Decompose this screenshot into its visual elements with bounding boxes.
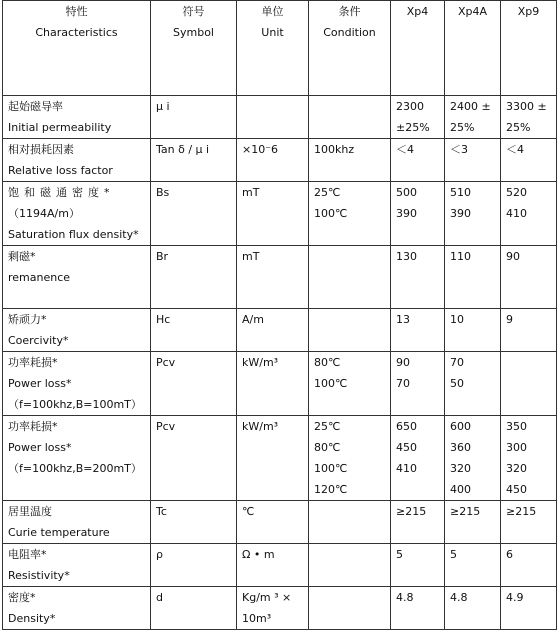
characteristic-line: 功率耗损* [8,420,58,433]
condition-line: 100khz [314,143,355,156]
condition-cell [309,587,391,630]
header-row [3,1,557,96]
characteristic-cell [3,544,151,587]
symbol-text: Tan δ / μ i [156,143,210,156]
condition-line [314,246,385,267]
xp4a-value-line: 400 [450,483,471,496]
xp4-value-line: ±25% [396,121,430,134]
header-condition: 条件 Condition [309,1,391,96]
characteristic-line: 居里温度 [8,505,52,518]
symbol-cell [151,139,237,182]
unit-line: kW/m³ [242,420,279,433]
xp4-value-cell [391,587,445,630]
xp4a-value-line: 10 [450,313,464,326]
xp4-value-line: 410 [396,462,417,475]
xp4-value-line: 90 [396,356,410,369]
xp4a-value-cell [445,416,501,501]
xp9-value-cell [501,96,557,139]
condition-cell [309,139,391,182]
unit-line: Ω • m [242,548,275,561]
condition-cell [309,416,391,501]
xp9-value-cell [501,544,557,587]
characteristic-line: 功率耗损* [8,356,58,369]
condition-line [314,501,385,522]
table-row [3,182,557,246]
condition-cell [309,96,391,139]
symbol-text: μ i [156,100,170,113]
xp9-value-cell [501,352,557,416]
unit-line: mT [242,186,260,199]
xp4-value-line: ＜4 [396,143,414,156]
table-body [3,96,557,630]
xp4a-value-cell [445,246,501,309]
condition-line: 80℃ [314,356,341,369]
unit-line: A/m [242,313,264,326]
xp9-value-line: 6 [506,548,513,561]
unit-cell [237,246,309,309]
symbol-text: Tc [156,505,167,518]
symbol-text: ρ [156,548,163,561]
condition-cell [309,544,391,587]
xp9-value-line: 90 [506,250,520,263]
characteristic-line: Initial permeability [8,121,112,134]
characteristic-line: （f=100khz,B=200mT） [8,462,142,475]
xp9-value-line: 520 [506,186,527,199]
symbol-text: Bs [156,186,170,199]
table-row [3,309,557,352]
xp4a-value-line: ＜3 [450,143,468,156]
xp4a-value-line: 390 [450,207,471,220]
symbol-cell [151,587,237,630]
characteristic-cell [3,246,151,309]
symbol-cell [151,182,237,246]
xp4a-value-line: 360 [450,441,471,454]
characteristic-line: Curie temperature [8,526,110,539]
condition-cell [309,309,391,352]
unit-line: mT [242,250,260,263]
xp9-value-line: 25% [506,121,531,134]
characteristic-line: Density* [8,612,56,625]
condition-line: 80℃ [314,441,341,454]
characteristic-cell [3,352,151,416]
characteristic-cell [3,587,151,630]
condition-line: 100℃ [314,207,348,220]
xp4-value-cell [391,96,445,139]
xp4a-value-cell [445,182,501,246]
characteristic-line: remanence [8,271,71,284]
characteristic-line: Saturation flux density* [8,228,139,241]
condition-line [314,587,385,608]
header-characteristics: 特性 Characteristics [3,1,151,96]
condition-cell [309,246,391,309]
condition-cell [309,501,391,544]
xp9-value-cell [501,139,557,182]
symbol-cell [151,544,237,587]
xp9-value-line: 9 [506,313,513,326]
xp4a-value-line: 25% [450,121,475,134]
xp4a-value-line: 4.8 [450,591,468,604]
characteristic-line: 相对损耗因素 [8,143,74,156]
xp4-value-line: ≥215 [396,505,427,518]
xp9-value-cell [501,309,557,352]
characteristic-cell [3,96,151,139]
table-row [3,352,557,416]
table-row [3,544,557,587]
condition-line: 25℃ [314,420,341,433]
xp4a-value-cell [445,352,501,416]
table-row [3,416,557,501]
symbol-cell [151,246,237,309]
characteristic-cell [3,309,151,352]
xp4-value-line: 5 [396,548,403,561]
header-material-xp9: Xp9 [501,1,557,96]
xp4a-value-cell [445,501,501,544]
characteristic-line: Power loss* [8,441,72,454]
xp9-value-line: 350 [506,420,527,433]
symbol-cell [151,309,237,352]
unit-line: ×10⁻6 [242,143,279,156]
condition-line: 120℃ [314,483,348,496]
xp4a-value-cell [445,309,501,352]
xp4a-value-line: 110 [450,250,471,263]
symbol-cell [151,96,237,139]
condition-line [314,309,385,330]
unit-line: 10m³ [242,612,272,625]
xp9-value-cell [501,246,557,309]
unit-cell [237,501,309,544]
xp4a-value-cell [445,587,501,630]
characteristic-cell [3,416,151,501]
xp4-value-cell [391,309,445,352]
xp4-value-cell [391,352,445,416]
characteristic-line: Resistivity* [8,569,70,582]
condition-line: 100℃ [314,377,348,390]
xp4-value-line: 450 [396,441,417,454]
header-material-xp4a: Xp4A [445,1,501,96]
xp9-value-line: 450 [506,483,527,496]
xp9-value-cell [501,587,557,630]
table-row [3,587,557,630]
xp4-value-line: 13 [396,313,410,326]
xp4a-value-line: 510 [450,186,471,199]
xp9-value-cell [501,416,557,501]
unit-cell [237,139,309,182]
characteristic-line: （f=100khz,B=100mT） [8,398,142,411]
xp4a-value-cell [445,544,501,587]
xp4a-value-line: 2400 ± [450,100,491,113]
condition-cell [309,352,391,416]
characteristic-line: 饱和磁通密度* [8,186,115,199]
condition-line: 100℃ [314,462,348,475]
characteristic-cell [3,182,151,246]
symbol-text: Pcv [156,356,176,369]
xp4-value-cell [391,416,445,501]
unit-line: ℃ [242,505,255,518]
symbol-text: Hc [156,313,171,326]
xp9-value-line: 320 [506,462,527,475]
xp9-value-line: ≥215 [506,505,537,518]
characteristic-line: 剩磁* [8,250,36,263]
xp4-value-line: 650 [396,420,417,433]
xp4-value-line: 70 [396,377,410,390]
xp9-value-line: 4.9 [506,591,524,604]
symbol-cell [151,416,237,501]
xp4-value-cell [391,246,445,309]
xp4a-value-cell [445,139,501,182]
xp4a-value-line: 70 [450,356,464,369]
characteristic-line: 电阻率* [8,548,47,561]
unit-cell [237,96,309,139]
xp4-value-cell [391,139,445,182]
header-material-xp4: Xp4 [391,1,445,96]
unit-cell [237,182,309,246]
xp9-value-line: 410 [506,207,527,220]
unit-cell [237,309,309,352]
characteristic-line: Power loss* [8,377,72,390]
xp4-value-cell [391,501,445,544]
xp4-value-cell [391,544,445,587]
xp9-value-line: 300 [506,441,527,454]
unit-cell [237,416,309,501]
condition-line: 25℃ [314,186,341,199]
characteristic-line: 矫顽力* [8,313,47,326]
material-properties-table [2,0,557,630]
unit-line [242,96,303,117]
symbol-cell [151,501,237,544]
xp9-value-line: 3300 ± [506,100,547,113]
unit-cell [237,587,309,630]
xp4-value-line: 390 [396,207,417,220]
header-symbol: 符号 Symbol [151,1,237,96]
xp4a-value-cell [445,96,501,139]
unit-cell [237,544,309,587]
xp4a-value-line: 320 [450,462,471,475]
characteristic-line: Coercivity* [8,334,69,347]
xp4-value-line: 130 [396,250,417,263]
table-row [3,139,557,182]
characteristic-cell [3,501,151,544]
table-row [3,501,557,544]
characteristic-line: Relative loss factor [8,164,113,177]
xp9-value-cell [501,182,557,246]
xp4-value-line: 2300 [396,100,424,113]
xp9-value-cell [501,501,557,544]
characteristic-cell [3,139,151,182]
unit-cell [237,352,309,416]
unit-line: kW/m³ [242,356,279,369]
symbol-text: d [156,591,163,604]
xp4a-value-line: 5 [450,548,457,561]
table-row [3,246,557,309]
table-row [3,96,557,139]
characteristic-line: 起始磁导率 [8,100,63,113]
symbol-text: Pcv [156,420,176,433]
xp9-value-line [506,352,551,373]
characteristic-line: （1194A/m） [8,207,80,220]
xp4-value-line: 500 [396,186,417,199]
condition-line [314,96,385,117]
characteristic-line: 密度* [8,591,36,604]
xp4a-value-line: 50 [450,377,464,390]
symbol-text: Br [156,250,169,263]
condition-line [314,544,385,565]
symbol-cell [151,352,237,416]
condition-cell [309,182,391,246]
xp4-value-line: 4.8 [396,591,414,604]
xp4a-value-line: 600 [450,420,471,433]
xp4-value-cell [391,182,445,246]
xp4a-value-line: ≥215 [450,505,481,518]
header-unit: 单位 Unit [237,1,309,96]
xp9-value-line: ＜4 [506,143,524,156]
unit-line: Kg/m ³ × [242,591,292,604]
